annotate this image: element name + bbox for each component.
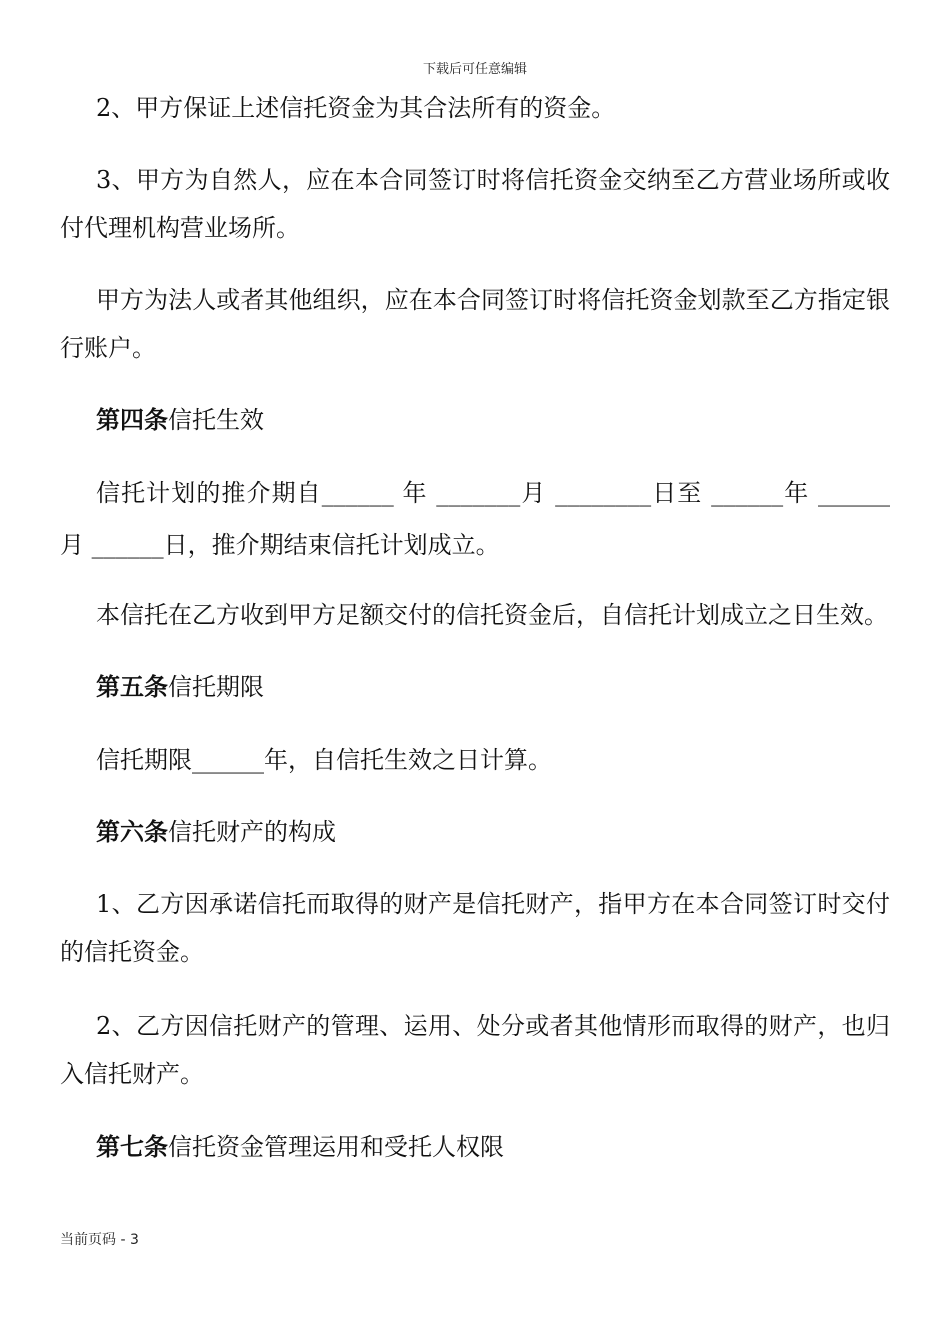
article-6-number: 第六条	[96, 817, 168, 846]
article-6-heading	[96, 817, 890, 847]
paragraph-promotion-period-line1: 信托计划的推介期自______ 年 _______月 ________日至 ______年 ______	[96, 479, 890, 507]
article-6-title: 信托财产的构成	[168, 818, 336, 846]
article-7-heading	[96, 1132, 890, 1162]
article-5-heading	[96, 672, 890, 702]
article-4-title: 信托生效	[168, 406, 264, 434]
article-4-number: 第四条	[96, 405, 168, 434]
article-5-number: 第五条	[96, 672, 168, 701]
article-7-number: 第七条	[96, 1132, 168, 1161]
paragraph-trust-property-line2: 的信托资金。	[60, 938, 204, 966]
article-5-title: 信托期限	[168, 673, 264, 701]
paragraph-legal-person-line2: 行账户。	[60, 334, 156, 362]
paragraph-trust-effective: 本信托在乙方收到甲方足额交付的信托资金后，自信托计划成立之日生效。	[96, 601, 888, 629]
paragraph-funds-legal: 2、甲方保证上述信托资金为其合法所有的资金。	[96, 94, 616, 122]
article-4-heading	[96, 405, 890, 435]
paragraph-natural-person-line1: 3、甲方为自然人，应在本合同签订时将信托资金交纳至乙方营业场所或收	[96, 166, 890, 194]
paragraph-natural-person-line2: 付代理机构营业场所。	[60, 214, 300, 242]
paragraph-trust-term: 信托期限______年，自信托生效之日计算。	[96, 746, 552, 774]
page-number-footer: 当前页码 - 3	[60, 1232, 139, 1248]
page-header: 下载后可任意编辑	[422, 62, 527, 77]
paragraph-derived-property-line2: 入信托财产。	[60, 1060, 204, 1088]
paragraph-legal-person-line1: 甲方为法人或者其他组织，应在本合同签订时将信托资金划款至乙方指定银	[96, 286, 890, 314]
article-7-title: 信托资金管理运用和受托人权限	[168, 1133, 504, 1161]
paragraph-derived-property-line1: 2、乙方因信托财产的管理、运用、处分或者其他情形而取得的财产，也归	[96, 1012, 890, 1040]
paragraph-promotion-period-line2: 月 ______日，推介期结束信托计划成立。	[60, 531, 500, 559]
paragraph-trust-property-line1: 1、乙方因承诺信托而取得的财产是信托财产，指甲方在本合同签订时交付	[96, 890, 890, 918]
